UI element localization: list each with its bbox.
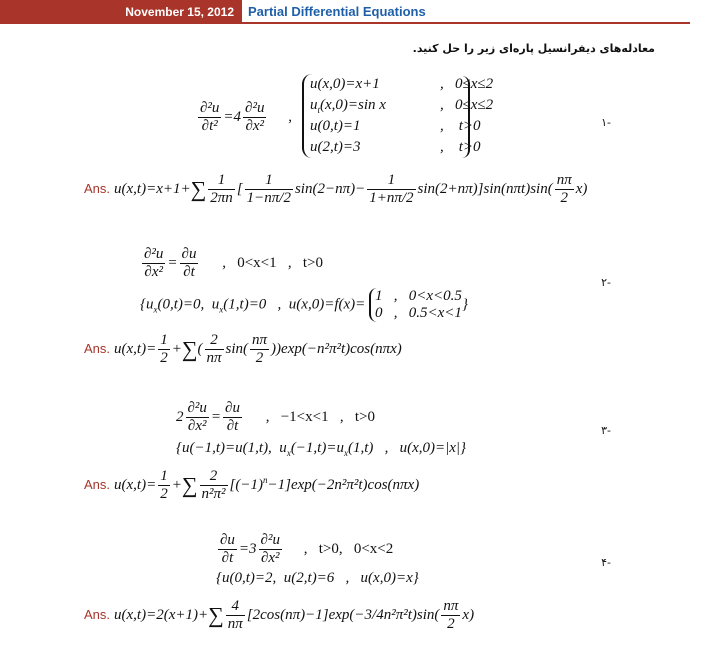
header-date: November 15, 2012 [0, 0, 242, 24]
problem-1-equation: $\frac{\text{∂²u}}{\text{∂t²}}$ =4 $\frac{\text{∂²u}}{\text{∂x²}}$ , [200, 100, 292, 134]
problem-4-answer: Ans. u(x,t)=2(x+1)+∑ $\frac{4}{n\pi}$ [2cos(nπ)−1]exp(−3/4n²π²t)sin( $\frac{n\pi}{2}$ x) [84, 598, 475, 632]
problem-1-conditions-brace [462, 76, 470, 158]
problem-1-number: -۱ [601, 116, 611, 129]
problem-1-conditions: u(x,0)=x+1 , 0≤x≤2 $u_t(x,0)=\sin$ x , 0≤x≤2 u(0,t)=1 , t>0 u(2,t)=3 , t>0 [302, 74, 493, 158]
intro-text: معادله‌های دیفرانسیل پاره‌ای زیر را حل کنید. [412, 42, 655, 55]
header-title: Partial Differential Equations [248, 4, 426, 19]
problem-2-answer: Ans. u(x,t)= $\frac{1}{2}$ +∑( $\frac{2}{n\pi}$ sin( $\frac{n\pi}{2}$ ))exp(−n²π²t)cos(nπx) [84, 332, 402, 366]
problem-2-equation: $\frac{\text{∂²u}}{\text{∂x²}}$ = $\frac{\partial u}{\partial t}$ , 0<x<1 , t>0 [144, 246, 324, 280]
problem-2-conditions: {$u_x(0,t)=0$, $u_x(1,t)=0$ , u(x,0)=f(x)= 1 , 0<x<0.5 0 , 0.5<x<1 } [140, 288, 468, 321]
problem-3-conditions: {u(−1,t)=u(1,t), $u_x(-1,t)=u_x(1,t)$ , u(x,0)=|x|} [176, 440, 467, 458]
problem-4-number: -۴ [601, 556, 611, 569]
problem-3-equation: 2 $\frac{\text{∂²u}}{\text{∂x²}}$ = $\frac{\partial u}{\partial t}$ , −1<x<1 , t>0 [176, 400, 375, 434]
problem-1-answer: Ans. u(x,t)=x+1+∑ $\frac{1}{2\pi n}$ [ $\frac{1}{1-n\pi/2}$ sin(2−nπ)− $\frac{1}{1+n\pi/2}$ sin(2+nπ)]sin(nπt)sin( $\frac{n\pi}{2}$ x) [84, 172, 588, 206]
problem-3-number: -۳ [601, 424, 611, 437]
problem-2-number: -۲ [601, 276, 611, 289]
header-rule [242, 22, 690, 24]
problem-4-conditions: {u(0,t)=2, u(2,t)=6 , u(x,0)=x} [216, 570, 419, 586]
problem-4-equation: $\frac{\partial u}{\partial t}$ =3 $\frac{\text{∂²u}}{\text{∂x²}}$ , t>0, 0<x<2 [220, 532, 394, 566]
problem-3-answer: Ans. u(x,t)= $\frac{1}{2}$ +∑ $\frac{2}{\text{n²π²}}$ $[(-1)^n-1]\exp(-2n^2\pi^2t)\cos(n\pi x)$ [84, 468, 420, 502]
